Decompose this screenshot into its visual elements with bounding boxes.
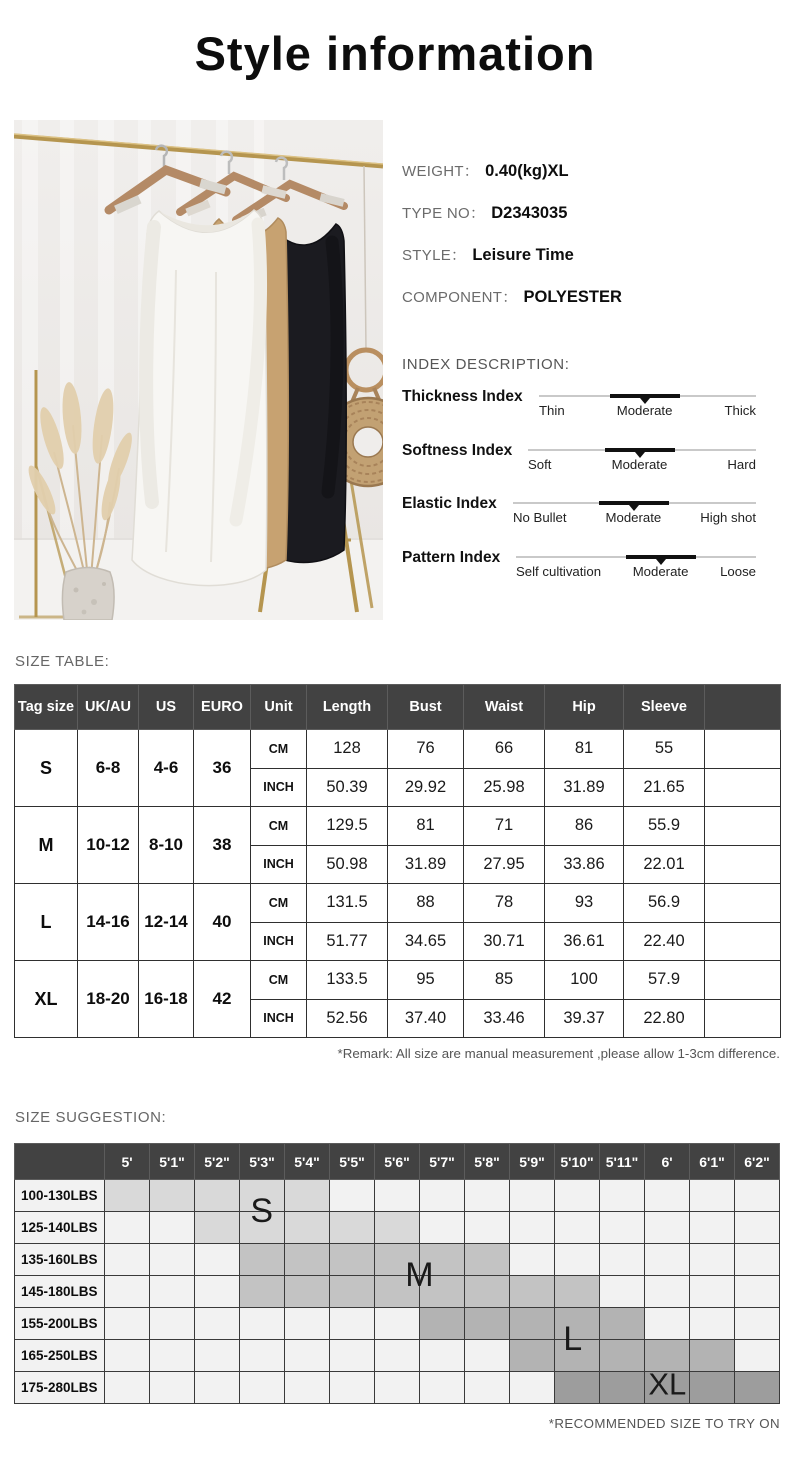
index-marker-triangle — [656, 559, 666, 565]
size-zone-letter: M — [405, 1256, 434, 1294]
info-label: COMPONENT： — [402, 289, 518, 306]
suggestion-row — [15, 1180, 780, 1212]
suggestion-cell — [420, 1276, 465, 1308]
measure-cell: 36.61 — [545, 922, 624, 961]
measure-cell: 71 — [464, 807, 545, 846]
size-table-header-cell: US — [139, 685, 194, 730]
product-photo — [14, 120, 383, 620]
empty-cell — [705, 845, 781, 884]
suggestion-cell — [465, 1308, 510, 1340]
suggestion-cell — [735, 1212, 780, 1244]
suggestion-cell — [195, 1340, 240, 1372]
suggestion-cell — [240, 1276, 285, 1308]
suggestion-cell — [375, 1180, 420, 1212]
suggestion-cell — [285, 1372, 330, 1404]
measure-cell: 21.65 — [624, 768, 705, 807]
suggestion-cell — [735, 1340, 780, 1372]
size-table-row — [15, 961, 781, 1000]
suggestion-cell — [105, 1180, 150, 1212]
size-table-header-cell: EURO — [194, 685, 251, 730]
measure-cell: 81 — [388, 807, 464, 846]
suggestion-cell — [645, 1212, 690, 1244]
measure-cell: 81 — [545, 730, 624, 769]
index-rows — [402, 388, 780, 602]
suggestion-cell — [645, 1244, 690, 1276]
empty-cell — [705, 884, 781, 923]
suggestion-cell — [285, 1244, 330, 1276]
suggestion-cell — [690, 1180, 735, 1212]
measure-cell: 34.65 — [388, 922, 464, 961]
measure-cell: 55 — [624, 730, 705, 769]
unit-cell: INCH — [251, 999, 307, 1038]
size-table-header-cell: Waist — [464, 685, 545, 730]
suggestion-cell — [105, 1276, 150, 1308]
height-header-cell: 5'4" — [285, 1144, 330, 1180]
stone-vase — [62, 568, 114, 621]
product-details — [402, 150, 780, 602]
product-info-row — [402, 244, 780, 266]
index-option: Thick — [724, 403, 756, 418]
suggestion-cell — [465, 1340, 510, 1372]
size-suggestion-chart — [14, 1143, 780, 1403]
info-label: WEIGHT： — [402, 163, 480, 180]
index-options — [539, 403, 756, 418]
size-table — [14, 684, 781, 1038]
height-header-cell: 5' — [105, 1144, 150, 1180]
suggestion-cell — [600, 1212, 645, 1244]
suggestion-header-corner — [15, 1144, 105, 1180]
suggestion-cell — [375, 1340, 420, 1372]
product-info-list — [402, 150, 780, 308]
suggestion-cell — [375, 1372, 420, 1404]
suggestion-cell — [330, 1308, 375, 1340]
empty-cell — [705, 922, 781, 961]
suggestion-cell — [465, 1244, 510, 1276]
index-row — [402, 549, 780, 603]
index-scale — [539, 395, 756, 418]
suggestion-cell — [330, 1340, 375, 1372]
suggestion-cell — [690, 1340, 735, 1372]
size-table-cell: M — [15, 807, 78, 884]
suggestion-cell — [150, 1276, 195, 1308]
index-option: High shot — [700, 510, 756, 525]
measure-cell: 50.98 — [307, 845, 388, 884]
height-header-cell: 5'7" — [420, 1144, 465, 1180]
size-table-cell: 8-10 — [139, 807, 194, 884]
size-table-cell: 14-16 — [78, 884, 139, 961]
measure-cell: 27.95 — [464, 845, 545, 884]
suggestion-cell — [240, 1212, 285, 1244]
size-table-cell: L — [15, 884, 78, 961]
suggestion-cell — [465, 1276, 510, 1308]
index-option: Moderate — [605, 510, 662, 525]
info-label: STYLE： — [402, 247, 467, 264]
info-label: TYPE NO： — [402, 205, 486, 222]
suggestion-cell — [420, 1212, 465, 1244]
suggestion-cell — [330, 1244, 375, 1276]
suggestion-cell — [420, 1372, 465, 1404]
suggestion-cell — [285, 1308, 330, 1340]
index-scale-line — [528, 449, 756, 451]
size-table-header-cell: Hip — [545, 685, 624, 730]
suggestion-cell — [555, 1212, 600, 1244]
suggestion-cell — [600, 1276, 645, 1308]
info-value: POLYESTER — [523, 288, 622, 306]
index-option: Self cultivation — [516, 563, 602, 579]
suggestion-cell — [600, 1180, 645, 1212]
suggestion-cell — [420, 1308, 465, 1340]
suggestion-cell — [420, 1244, 465, 1276]
info-value: Leisure Time — [472, 246, 574, 264]
suggestion-cell — [285, 1212, 330, 1244]
info-value: D2343035 — [491, 204, 568, 222]
suggestion-cell — [420, 1340, 465, 1372]
size-zone-letter: XL — [648, 1366, 687, 1402]
suggestion-cell — [510, 1180, 555, 1212]
size-table-heading: SIZE TABLE: — [15, 653, 110, 670]
suggestion-cell — [330, 1372, 375, 1404]
measure-cell: 100 — [545, 961, 624, 1000]
weight-label-cell: 175-280LBS — [15, 1372, 105, 1404]
product-info-row — [402, 160, 780, 182]
suggestion-cell — [690, 1372, 735, 1404]
suggestion-cell — [510, 1308, 555, 1340]
measure-cell: 29.92 — [388, 768, 464, 807]
height-header-cell: 6' — [645, 1144, 690, 1180]
suggestion-cell — [375, 1244, 420, 1276]
size-zone-letter: L — [563, 1320, 583, 1358]
size-table-remark: *Remark: All size are manual measurement ,please allow 1-3cm difference. — [337, 1046, 780, 1061]
size-table-header-cell — [705, 685, 781, 730]
measure-cell: 51.77 — [307, 922, 388, 961]
index-option: Moderate — [616, 403, 673, 418]
suggestion-cell — [195, 1276, 240, 1308]
index-options — [528, 457, 756, 472]
measure-cell: 55.9 — [624, 807, 705, 846]
measure-cell: 31.89 — [545, 768, 624, 807]
size-table-header-cell: Unit — [251, 685, 307, 730]
index-option: Moderate — [632, 563, 689, 579]
height-header-cell: 5'5" — [330, 1144, 375, 1180]
suggestion-cell — [555, 1244, 600, 1276]
measure-cell: 93 — [545, 884, 624, 923]
index-row — [402, 388, 780, 442]
height-header-cell: 5'2" — [195, 1144, 240, 1180]
index-scale-line — [539, 395, 756, 397]
suggestion-row — [15, 1244, 780, 1276]
measure-cell: 22.01 — [624, 845, 705, 884]
height-header-cell: 6'1" — [690, 1144, 735, 1180]
size-table-cell: 40 — [194, 884, 251, 961]
suggestion-cell — [510, 1212, 555, 1244]
index-scale — [516, 556, 756, 579]
weight-label-cell: 100-130LBS — [15, 1180, 105, 1212]
dresses-on-rack-illustration — [14, 120, 383, 620]
height-header-cell: 5'3" — [240, 1144, 285, 1180]
suggestion-row — [15, 1340, 780, 1372]
empty-cell — [705, 807, 781, 846]
index-scale-line — [513, 502, 756, 504]
suggestion-cell — [150, 1340, 195, 1372]
size-table-row — [15, 884, 781, 923]
empty-cell — [705, 730, 781, 769]
unit-cell: CM — [251, 884, 307, 923]
measure-cell: 86 — [545, 807, 624, 846]
suggestion-cell — [195, 1308, 240, 1340]
index-scale — [528, 449, 756, 472]
size-table-cell: 10-12 — [78, 807, 139, 884]
suggestion-cell — [375, 1212, 420, 1244]
suggestion-cell — [285, 1340, 330, 1372]
suggestion-cell — [600, 1308, 645, 1340]
weight-label-cell: 135-160LBS — [15, 1244, 105, 1276]
suggestion-cell — [510, 1276, 555, 1308]
suggestion-cell — [645, 1276, 690, 1308]
index-options — [513, 510, 756, 525]
size-table-cell: XL — [15, 961, 78, 1038]
suggestion-cell — [555, 1180, 600, 1212]
index-option: Thin — [539, 403, 565, 418]
recommended-size-note: *RECOMMENDED SIZE TO TRY ON — [548, 1416, 780, 1431]
size-suggestion-heading: SIZE SUGGESTION: — [15, 1109, 167, 1126]
index-row — [402, 442, 780, 496]
height-header-cell: 5'11" — [600, 1144, 645, 1180]
suggestion-cell — [465, 1212, 510, 1244]
suggestion-row — [15, 1276, 780, 1308]
unit-cell: CM — [251, 961, 307, 1000]
suggestion-cell — [240, 1308, 285, 1340]
index-marker-triangle — [640, 398, 650, 404]
suggestion-cell — [690, 1308, 735, 1340]
measure-cell: 128 — [307, 730, 388, 769]
suggestion-cell — [600, 1244, 645, 1276]
size-table-header-cell: Sleeve — [624, 685, 705, 730]
unit-cell: INCH — [251, 768, 307, 807]
empty-cell — [705, 999, 781, 1038]
height-header-cell: 6'2" — [735, 1144, 780, 1180]
suggestion-cell — [150, 1308, 195, 1340]
height-header-cell: 5'1" — [150, 1144, 195, 1180]
measure-cell: 39.37 — [545, 999, 624, 1038]
suggestion-cell — [465, 1372, 510, 1404]
measure-cell: 88 — [388, 884, 464, 923]
index-marker-triangle — [635, 452, 645, 458]
suggestion-cell — [735, 1276, 780, 1308]
suggestion-row — [15, 1212, 780, 1244]
size-table-cell: 12-14 — [139, 884, 194, 961]
measure-cell: 76 — [388, 730, 464, 769]
measure-cell: 30.71 — [464, 922, 545, 961]
suggestion-cell — [645, 1372, 690, 1404]
height-header-cell: 5'9" — [510, 1144, 555, 1180]
suggestion-cell — [600, 1340, 645, 1372]
measure-cell: 131.5 — [307, 884, 388, 923]
suggestion-cell — [555, 1340, 600, 1372]
suggestion-cell — [645, 1340, 690, 1372]
measure-cell: 66 — [464, 730, 545, 769]
suggestion-cell — [195, 1212, 240, 1244]
height-header-cell: 5'8" — [465, 1144, 510, 1180]
measure-cell: 133.5 — [307, 961, 388, 1000]
unit-cell: CM — [251, 807, 307, 846]
suggestion-cell — [330, 1180, 375, 1212]
index-marker-triangle — [629, 505, 639, 511]
index-option: Soft — [528, 456, 552, 472]
size-table-cell: 42 — [194, 961, 251, 1038]
suggestion-cell — [105, 1212, 150, 1244]
size-table-header-cell: Tag size — [15, 685, 78, 730]
suggestion-row — [15, 1372, 780, 1404]
measure-cell: 52.56 — [307, 999, 388, 1038]
measure-cell: 33.86 — [545, 845, 624, 884]
suggestion-cell — [330, 1212, 375, 1244]
product-info-row — [402, 286, 780, 308]
size-table-row — [15, 807, 781, 846]
suggestion-row — [15, 1308, 780, 1340]
size-table-cell: 18-20 — [78, 961, 139, 1038]
product-info-row — [402, 202, 780, 224]
suggestion-cell — [735, 1244, 780, 1276]
suggestion-cell — [465, 1180, 510, 1212]
measure-cell: 50.39 — [307, 768, 388, 807]
index-label: Elastic Index — [402, 495, 497, 512]
unit-cell: INCH — [251, 845, 307, 884]
measure-cell: 31.89 — [388, 845, 464, 884]
size-table-header-cell: Length — [307, 685, 388, 730]
suggestion-cell — [510, 1372, 555, 1404]
size-table-cell: S — [15, 730, 78, 807]
suggestion-cell — [240, 1180, 285, 1212]
suggestion-cell — [105, 1308, 150, 1340]
size-zone-letter: S — [250, 1192, 274, 1230]
suggestion-cell — [690, 1244, 735, 1276]
index-label: Softness Index — [402, 441, 513, 459]
suggestion-cell — [510, 1340, 555, 1372]
index-option: Hard — [727, 456, 756, 472]
page-title: Style information — [194, 27, 596, 80]
suggestion-cell — [150, 1212, 195, 1244]
suggestion-cell — [420, 1180, 465, 1212]
suggestion-cell — [690, 1276, 735, 1308]
suggestion-cell — [375, 1308, 420, 1340]
index-label: Thickness Index — [402, 388, 523, 405]
measure-cell: 22.40 — [624, 922, 705, 961]
index-option: Moderate — [611, 456, 668, 472]
size-table-cell: 6-8 — [78, 730, 139, 807]
suggestion-cell — [195, 1180, 240, 1212]
measure-cell: 78 — [464, 884, 545, 923]
weight-label-cell: 145-180LBS — [15, 1276, 105, 1308]
suggestion-cell — [735, 1180, 780, 1212]
size-table-header-cell: UK/AU — [78, 685, 139, 730]
suggestion-cell — [240, 1372, 285, 1404]
weight-label-cell: 165-250LBS — [15, 1340, 105, 1372]
weight-label-cell: 125-140LBS — [15, 1212, 105, 1244]
size-table-header-cell: Bust — [388, 685, 464, 730]
empty-cell — [705, 768, 781, 807]
index-description-heading: INDEX DESCRIPTION: — [402, 356, 570, 373]
size-suggestion-table — [14, 1143, 780, 1404]
measure-cell: 37.40 — [388, 999, 464, 1038]
suggestion-cell — [645, 1180, 690, 1212]
suggestion-cell — [240, 1244, 285, 1276]
suggestion-cell — [645, 1308, 690, 1340]
size-table-cell: 36 — [194, 730, 251, 807]
measure-cell: 57.9 — [624, 961, 705, 1000]
suggestion-cell — [105, 1372, 150, 1404]
suggestion-cell — [690, 1212, 735, 1244]
empty-cell — [705, 961, 781, 1000]
size-table-cell: 38 — [194, 807, 251, 884]
suggestion-cell — [150, 1372, 195, 1404]
suggestion-cell — [195, 1372, 240, 1404]
info-value: 0.40(kg)XL — [485, 162, 569, 180]
suggestion-cell — [150, 1180, 195, 1212]
index-row — [402, 495, 780, 549]
suggestion-cell — [285, 1276, 330, 1308]
unit-cell: CM — [251, 730, 307, 769]
suggestion-cell — [330, 1276, 375, 1308]
measure-cell: 129.5 — [307, 807, 388, 846]
index-scale — [513, 502, 756, 525]
measure-cell: 33.46 — [464, 999, 545, 1038]
suggestion-cell — [555, 1372, 600, 1404]
index-options — [516, 564, 756, 579]
height-header-cell: 5'6" — [375, 1144, 420, 1180]
measure-cell: 22.80 — [624, 999, 705, 1038]
suggestion-cell — [375, 1276, 420, 1308]
unit-cell: INCH — [251, 922, 307, 961]
index-label: Pattern Index — [402, 548, 501, 566]
suggestion-cell — [555, 1308, 600, 1340]
suggestion-cell — [735, 1308, 780, 1340]
size-table-cell: 16-18 — [139, 961, 194, 1038]
measure-cell: 85 — [464, 961, 545, 1000]
size-table-cell: 4-6 — [139, 730, 194, 807]
weight-label-cell: 155-200LBS — [15, 1308, 105, 1340]
index-scale-line — [516, 556, 756, 558]
measure-cell: 56.9 — [624, 884, 705, 923]
suggestion-cell — [555, 1276, 600, 1308]
suggestion-cell — [600, 1372, 645, 1404]
suggestion-cell — [105, 1340, 150, 1372]
height-header-cell: 5'10" — [555, 1144, 600, 1180]
suggestion-cell — [735, 1372, 780, 1404]
suggestion-cell — [285, 1180, 330, 1212]
size-table-row — [15, 730, 781, 769]
suggestion-cell — [510, 1244, 555, 1276]
suggestion-cell — [150, 1244, 195, 1276]
suggestion-cell — [195, 1244, 240, 1276]
suggestion-cell — [240, 1340, 285, 1372]
index-option: Loose — [720, 563, 756, 579]
measure-cell: 95 — [388, 961, 464, 1000]
index-option: No Bullet — [513, 510, 567, 525]
suggestion-cell — [105, 1244, 150, 1276]
measure-cell: 25.98 — [464, 768, 545, 807]
